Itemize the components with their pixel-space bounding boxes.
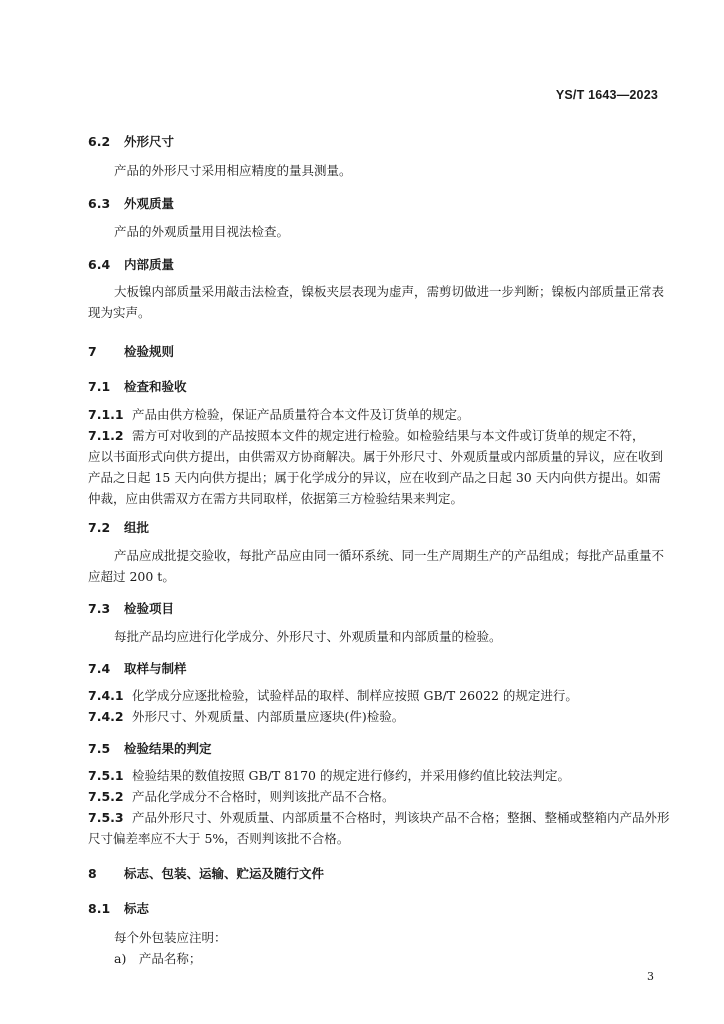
heading-number: 8 bbox=[88, 866, 97, 881]
heading-number: 7.1 bbox=[88, 379, 111, 394]
paragraph: 产品的外观质量用目视法检查。 bbox=[114, 224, 290, 239]
heading-8 bbox=[88, 864, 324, 882]
text-line: 尺寸偏差率应不大于 5%，否则判该批不合格。 bbox=[88, 831, 350, 846]
clause-number: 7.5.3 bbox=[88, 810, 124, 825]
heading-title: 外观质量 bbox=[124, 196, 175, 211]
heading-title: 检验项目 bbox=[124, 601, 175, 616]
paragraph: 每批产品均应进行化学成分、外形尺寸、外观质量和内部质量的检验。 bbox=[114, 629, 502, 644]
clause-number: 7.1.2 bbox=[88, 428, 124, 443]
heading-6-3 bbox=[88, 194, 174, 212]
heading-number: 7.5 bbox=[88, 741, 111, 756]
heading-8-1 bbox=[88, 899, 149, 917]
clause-number: 7.5.1 bbox=[88, 768, 124, 783]
heading-title: 检查和验收 bbox=[124, 379, 187, 394]
clause-number: 7.5.2 bbox=[88, 789, 124, 804]
clause-7-1-1 bbox=[88, 404, 660, 425]
heading-title: 标志 bbox=[124, 901, 150, 916]
text-line: 应以书面形式向供方提出，由供需双方协商解决。属于外形尺寸、外观质量或内部质量的异议，应在收到 bbox=[88, 449, 664, 464]
clause-text: 检验结果的数值按照 GB/T 8170 的规定进行修约，并采用修约值比较法判定。 bbox=[132, 768, 570, 783]
heading-number: 6.2 bbox=[88, 134, 111, 149]
heading-number: 6.3 bbox=[88, 196, 111, 211]
clause-number: 7.1.1 bbox=[88, 407, 124, 422]
heading-title: 外形尺寸 bbox=[124, 134, 175, 149]
heading-7 bbox=[88, 342, 174, 360]
text-line: 产品外形尺寸、外观质量、内部质量不合格时，判该块产品不合格；整捆、整桶或整箱内产品外形 bbox=[132, 810, 670, 825]
clause-number: 7.4.2 bbox=[88, 709, 124, 724]
heading-title: 取样与制样 bbox=[124, 661, 187, 676]
heading-7-3 bbox=[88, 599, 174, 617]
text-line: 现为实声。 bbox=[88, 305, 151, 320]
clause-7-5-3 bbox=[88, 807, 670, 849]
heading-title: 标志、包装、运输、贮运及随行文件 bbox=[124, 866, 325, 881]
paragraph bbox=[88, 281, 665, 323]
clause-7-5-2 bbox=[88, 786, 660, 807]
heading-7-1 bbox=[88, 377, 187, 395]
heading-title: 内部质量 bbox=[124, 257, 175, 272]
heading-title: 检验结果的判定 bbox=[124, 741, 212, 756]
heading-6-2 bbox=[88, 132, 174, 150]
heading-7-4 bbox=[88, 659, 187, 677]
standard-code: YS/T 1643—2023 bbox=[555, 88, 658, 102]
list-item-a: a) 产品名称； bbox=[114, 951, 202, 966]
clause-text: 产品由供方检验，保证产品质量符合本文件及订货单的规定。 bbox=[132, 407, 470, 422]
heading-number: 7 bbox=[88, 344, 97, 359]
heading-6-4 bbox=[88, 255, 174, 273]
paragraph bbox=[88, 545, 665, 587]
heading-7-2 bbox=[88, 518, 149, 536]
clause-text: 化学成分应逐批检验，试验样品的取样、制样应按照 GB/T 26022 的规定进行。 bbox=[132, 688, 578, 703]
clause-text: 外形尺寸、外观质量、内部质量应逐块(件)检验。 bbox=[132, 709, 405, 724]
heading-number: 8.1 bbox=[88, 901, 111, 916]
heading-7-5 bbox=[88, 739, 212, 757]
clause-text: 产品化学成分不合格时，则判该批产品不合格。 bbox=[132, 789, 395, 804]
heading-title: 检验规则 bbox=[124, 344, 175, 359]
clause-7-5-1 bbox=[88, 765, 660, 786]
text-line: 大板镍内部质量采用敲击法检查，镍板夹层表现为虚声，需剪切做进一步判断；镍板内部质量正常表 bbox=[114, 284, 665, 299]
clause-7-1-2 bbox=[88, 425, 664, 509]
clause-7-4-1 bbox=[88, 685, 660, 706]
heading-number: 6.4 bbox=[88, 257, 111, 272]
paragraph: 每个外包装应注明： bbox=[114, 930, 227, 945]
heading-number: 7.4 bbox=[88, 661, 111, 676]
paragraph: 产品的外形尺寸采用相应精度的量具测量。 bbox=[114, 163, 352, 178]
text-line: 仲裁，应由供需双方在需方共同取样，依据第三方检验结果来判定。 bbox=[88, 491, 464, 506]
heading-title: 组批 bbox=[124, 520, 150, 535]
text-line: 应超过 200 t。 bbox=[88, 569, 175, 584]
page-number: 3 bbox=[647, 970, 654, 983]
clause-number: 7.4.1 bbox=[88, 688, 124, 703]
clause-7-4-2 bbox=[88, 706, 660, 727]
text-line: 需方可对收到的产品按照本文件的规定进行检验。如检验结果与本文件或订货单的规定不符， bbox=[132, 428, 645, 443]
text-line: 产品应成批提交验收，每批产品应由同一循环系统、同一生产周期生产的产品组成；每批产品重量不 bbox=[114, 548, 665, 563]
text-line: 产品之日起 15 天内向供方提出；属于化学成分的异议，应在收到产品之日起 30 天内向供方提出。如需 bbox=[88, 470, 661, 485]
heading-number: 7.2 bbox=[88, 520, 111, 535]
heading-number: 7.3 bbox=[88, 601, 111, 616]
